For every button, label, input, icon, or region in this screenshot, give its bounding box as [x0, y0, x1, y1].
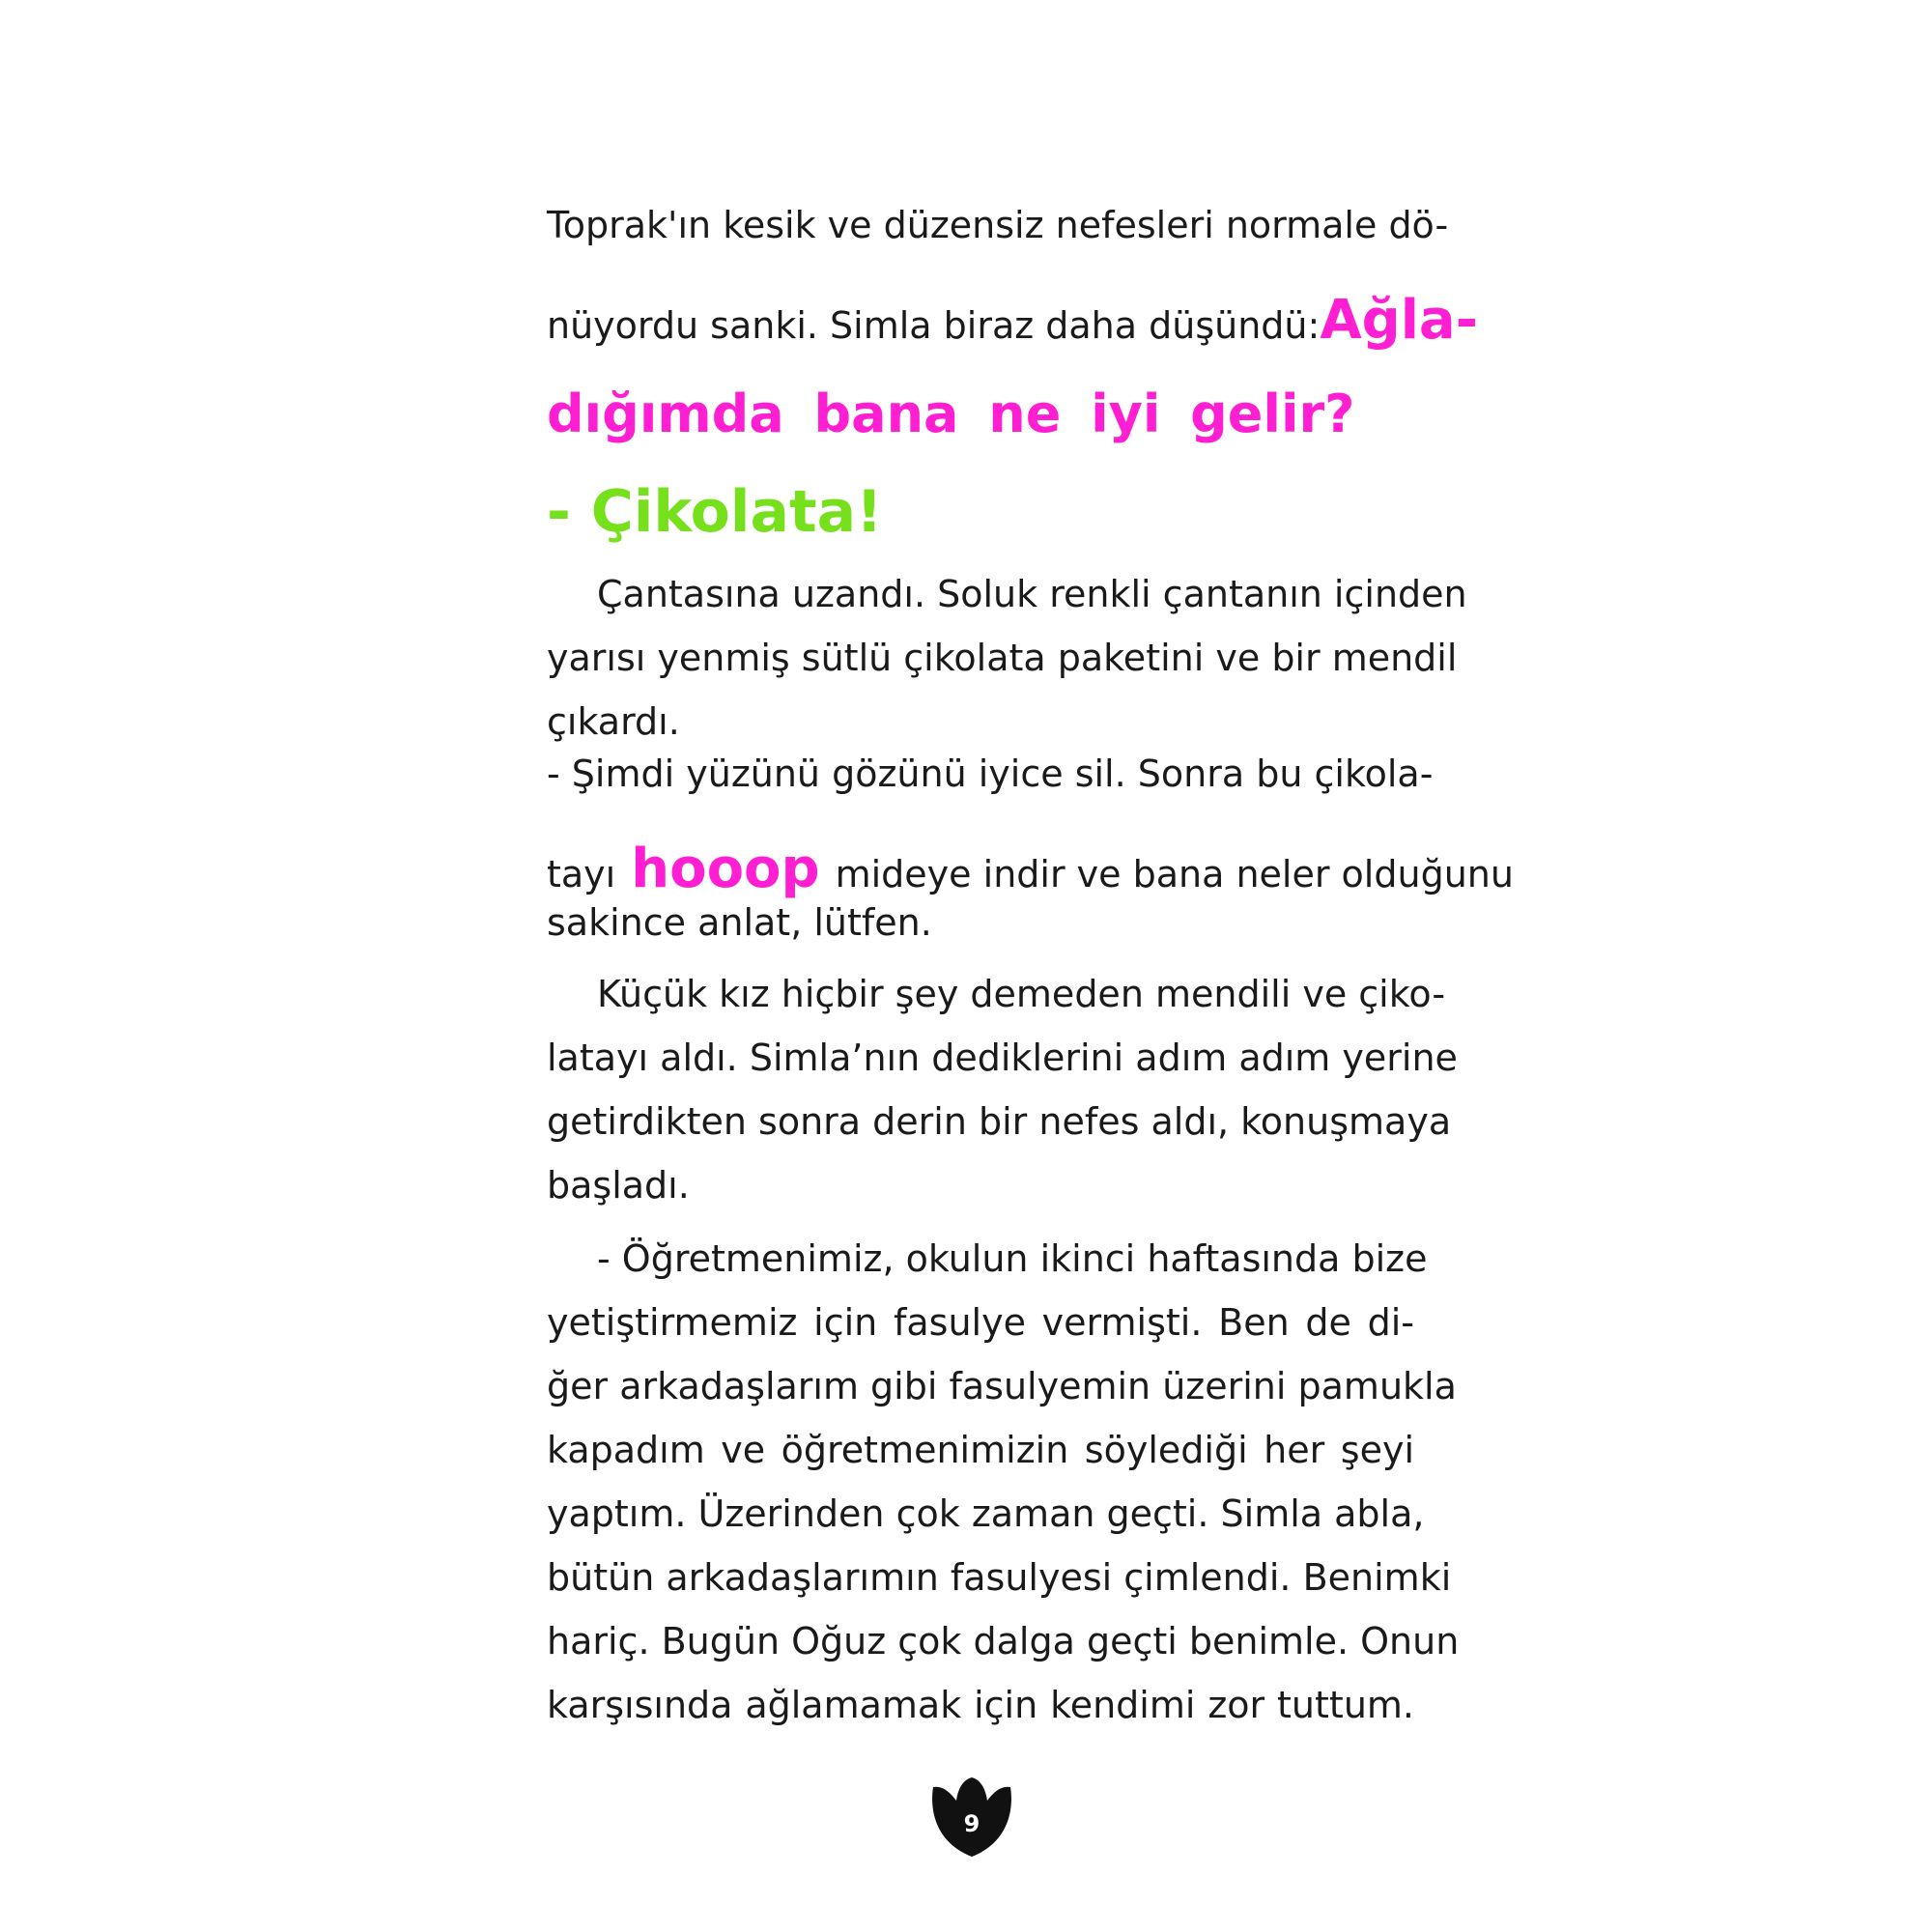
dialogue-line: ğer arkadaşlarım gibi fasulyemin üzerini pamukla	[547, 1365, 1457, 1407]
line-text: mideye indir ve bana neler olduğunu	[835, 853, 1514, 895]
dialogue-line: sakince anlat, lütfen.	[547, 901, 932, 944]
line-text: nüyordu sanki. Simla biraz daha düşündü:	[547, 304, 1321, 347]
dialogue-line	[547, 838, 1514, 900]
dialogue-line: - Öğretmenimiz, okulun ikinci haftasında bize	[597, 1237, 1428, 1280]
paragraph-line: çıkardı.	[547, 700, 680, 743]
dialogue-line: hariç. Bugün Oğuz çok dalga geçti benimle. Onun	[547, 1620, 1460, 1662]
paragraph-line: Çantasına uzandı. Soluk renkli çantanın içinden	[597, 573, 1467, 615]
dialogue-line: kapadım ve öğretmenimizin söylediği her şeyi	[547, 1429, 1414, 1471]
paragraph-line: yarısı yenmiş sütlü çikolata paketini ve bir mendil	[547, 637, 1458, 679]
dialogue-line: - Şimdi yüzünü gözünü iyice sil. Sonra bu çikola-	[547, 753, 1434, 795]
line-text: tayı	[547, 853, 616, 895]
dialogue-line: bütün arkadaşlarımın fasulyesi çimlendi. Benimki	[547, 1556, 1452, 1599]
paragraph-line	[547, 289, 1478, 352]
highlighted-word: hooop	[631, 838, 820, 900]
highlighted-thought: Ağla-	[1320, 289, 1478, 352]
highlighted-question: dığımda bana ne iyi gelir?	[547, 384, 1355, 444]
page-number-badge	[925, 1774, 1018, 1861]
paragraph-line: başladı.	[547, 1164, 690, 1207]
dialogue-line: yaptım. Üzerinden çok zaman geçti. Simla abla,	[547, 1492, 1425, 1535]
dialogue-line: yetiştirmemiz için fasulye vermişti. Ben de di-	[547, 1301, 1414, 1344]
paragraph-line: Küçük kız hiçbir şey demeden mendili ve çiko-	[597, 973, 1446, 1015]
paragraph-line: Toprak'ın kesik ve düzensiz nefesleri normale dö-	[547, 204, 1449, 246]
paragraph-line: getirdikten sonra derin bir nefes aldı, konuşmaya	[547, 1100, 1452, 1143]
paragraph-line: latayı aldı. Simla’nın dediklerini adım adım yerine	[547, 1037, 1458, 1079]
highlighted-exclamation: - Çikolata!	[547, 478, 883, 546]
dialogue-line: karşısında ağlamamak için kendimi zor tuttum.	[547, 1684, 1414, 1726]
page-number: 9	[963, 1810, 980, 1837]
